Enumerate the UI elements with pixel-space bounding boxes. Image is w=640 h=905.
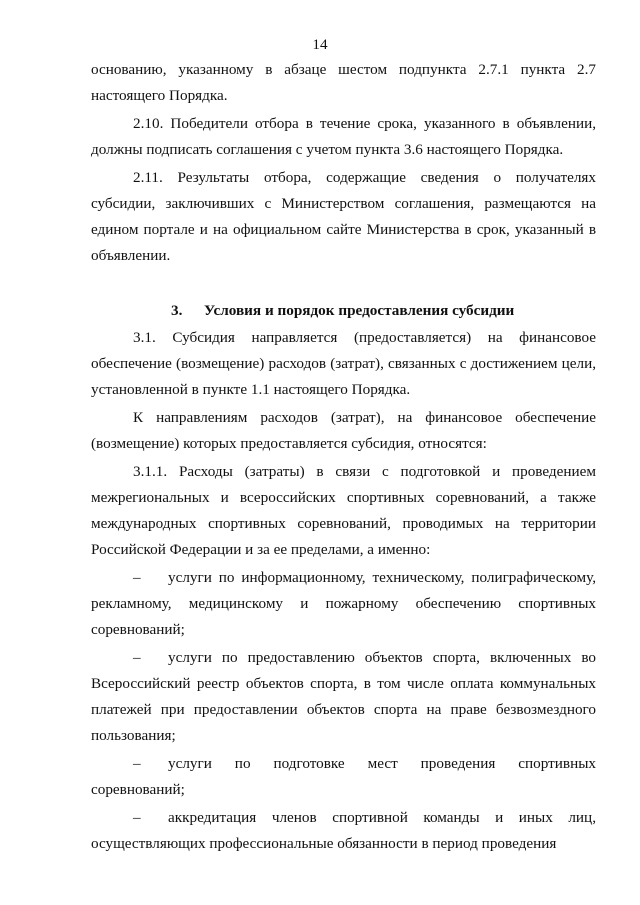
paragraph: 3.1. Субсидия направляется (предоставляется) на финансовое обеспечение (возмещение) расходов (затрат), связанных с достижением цели, установленной в пункте 1.1 настоящего Порядка. [91, 329, 596, 398]
list-item-text: услуги по информационному, техническому, полиграфическому, рекламному, медицинскому и пожарному обеспечению спортивных соревнований; [91, 569, 596, 638]
section-heading [91, 298, 596, 324]
list-item [91, 805, 596, 857]
list-item-text: услуги по предоставлению объектов спорта, включенных во Всероссийский реестр объектов спорта, в том числе оплата коммунальных платежей при предоставлении объектов спорта на праве безвозмездного пользования; [91, 649, 596, 744]
list-item [91, 565, 596, 643]
paragraph: 3.1.1. Расходы (затраты) в связи с подготовкой и проведением межрегиональных и всероссийских спортивных соревнований, а также международных спортивных соревнований, проводимых на территории Российской Федерации и за ее пределами, а именно: [91, 463, 596, 558]
list-dash: – [133, 649, 141, 666]
page-number: 14 [312, 36, 328, 53]
list-item [91, 645, 596, 749]
list-dash: – [133, 755, 141, 772]
list-dash: – [133, 569, 141, 586]
paragraph: основанию, указанному в абзаце шестом подпункта 2.7.1 пункта 2.7 настоящего Порядка. [91, 61, 596, 104]
paragraph: 2.11. Результаты отбора, содержащие сведения о получателях субсидии, заключивших с Министерством соглашения, размещаются на едином портале и на официальном сайте Министерства в срок, указанный в объявлении. [91, 169, 596, 264]
document-body [91, 57, 596, 857]
paragraph: 2.10. Победители отбора в течение срока, указанного в объявлении, должны подписать соглашения с учетом пункта 3.6 настоящего Порядка. [91, 115, 596, 158]
list-item-text: аккредитация членов спортивной команды и иных лиц, осуществляющих профессиональные обязанности в период проведения [91, 809, 596, 852]
paragraph: К направлениям расходов (затрат), на финансовое обеспечение (возмещение) которых предоставляется субсидия, относятся: [91, 409, 596, 452]
list-dash: – [133, 809, 141, 826]
section-number: 3. [171, 302, 183, 319]
section-title: Условия и порядок предоставления субсидии [204, 302, 515, 319]
list-item [91, 751, 596, 803]
list-item-text: услуги по подготовке мест проведения спортивных соревнований; [91, 755, 596, 798]
